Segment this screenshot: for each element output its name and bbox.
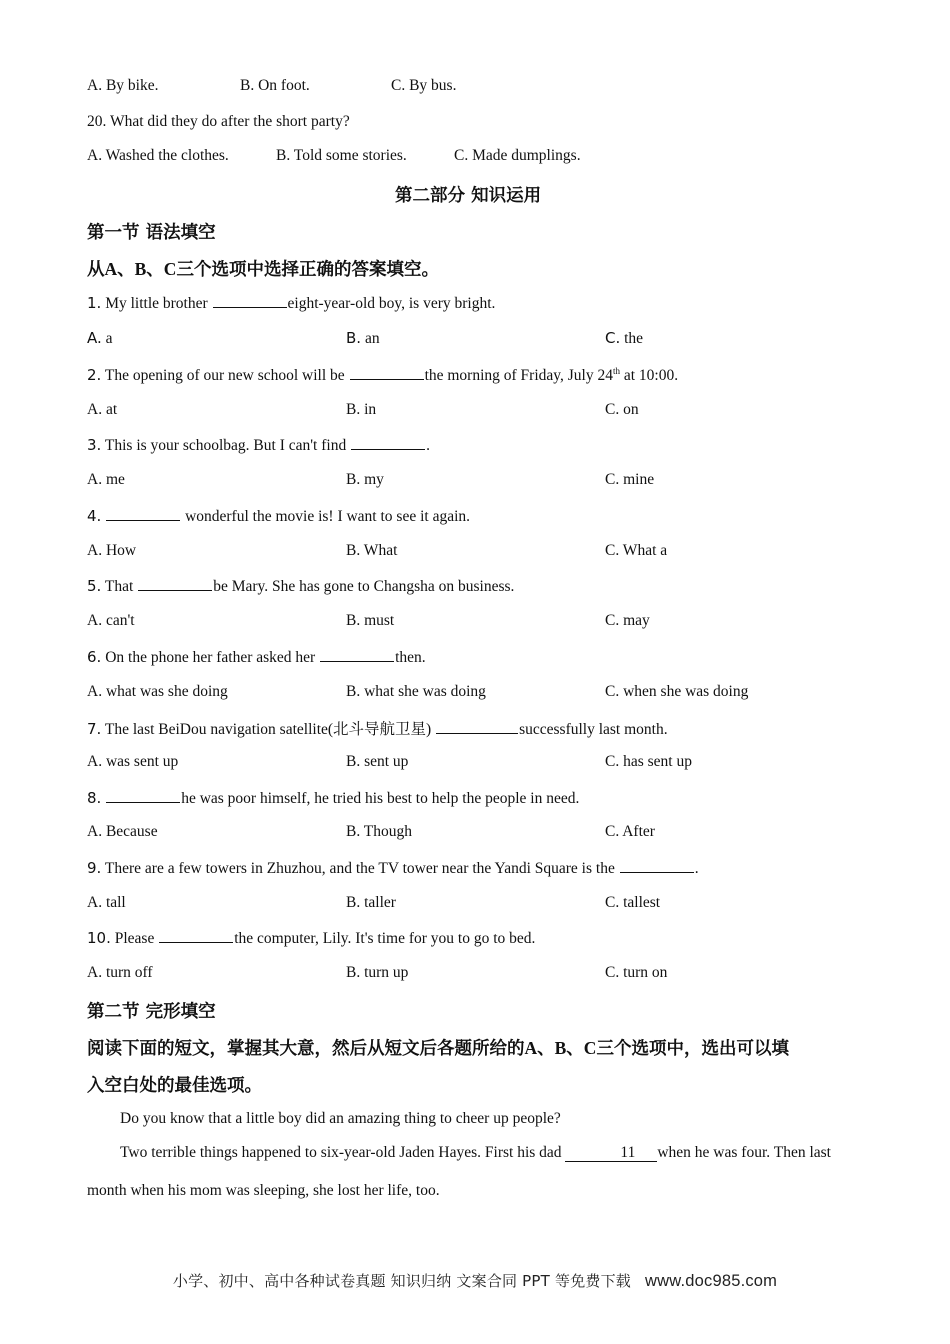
grammar-5-option-a: A. can't bbox=[87, 612, 135, 629]
passage-paragraph-1: Do you know that a little boy did an amazing thing to cheer up people? bbox=[120, 1110, 561, 1127]
grammar-8-option-a: A. Because bbox=[87, 823, 158, 840]
grammar-9-option-b: B. taller bbox=[346, 894, 396, 911]
answer-blank bbox=[159, 928, 233, 943]
q19-option-a: A. By bike. bbox=[87, 77, 159, 94]
answer-blank bbox=[106, 506, 180, 521]
grammar-8-option-c: C. After bbox=[605, 823, 655, 840]
page-footer bbox=[0, 1270, 950, 1291]
grammar-question-3: 3. This is your schoolbag. But I can't find . bbox=[87, 436, 430, 454]
grammar-9-option-c: C. tallest bbox=[605, 894, 661, 911]
answer-blank bbox=[138, 576, 212, 591]
grammar-10-option-a: A. turn off bbox=[87, 964, 153, 981]
grammar-question-6: 6. On the phone her father asked her then. bbox=[87, 648, 426, 666]
grammar-4-option-a: A. How bbox=[87, 542, 137, 559]
grammar-question-10: 10. Please the computer, Lily. It's time for you to go to bed. bbox=[87, 929, 536, 947]
section2-title: 第二节 完形填空 bbox=[87, 1002, 216, 1022]
part2-title: 第二部分 知识运用 bbox=[395, 186, 542, 206]
answer-blank bbox=[106, 788, 180, 803]
grammar-4-option-c: C. What a bbox=[605, 542, 668, 559]
answer-blank bbox=[213, 293, 287, 308]
section1-title: 第一节 语法填空 bbox=[87, 223, 216, 243]
grammar-8-option-b: B. Though bbox=[346, 823, 413, 840]
answer-blank bbox=[620, 858, 694, 873]
grammar-2-option-a: A. at bbox=[87, 401, 118, 418]
grammar-10-option-b: B. turn up bbox=[346, 964, 409, 981]
grammar-5-option-b: B. must bbox=[346, 612, 395, 629]
section2-instruction-line1: 阅读下面的短文，掌握其大意，然后从短文后各题所给的A、B、C三个选项中，选出可以填 bbox=[87, 1038, 789, 1059]
grammar-question-2: 2. The opening of our new school will be the morning of Friday, July 24th at 10:00. bbox=[87, 365, 679, 384]
q20-option-a: A. Washed the clothes. bbox=[87, 147, 229, 164]
grammar-3-option-c: C. mine bbox=[605, 471, 655, 488]
grammar-6-option-a: A. what was she doing bbox=[87, 683, 228, 700]
grammar-7-option-a: A. was sent up bbox=[87, 753, 179, 770]
grammar-question-1: 1. My little brother eight-year-old boy, is very bright. bbox=[87, 294, 496, 312]
q20-text: 20. What did they do after the short party? bbox=[87, 113, 350, 130]
grammar-3-option-b: B. my bbox=[346, 471, 384, 488]
answer-blank bbox=[350, 365, 424, 380]
grammar-1-option-c: C. the bbox=[605, 329, 644, 347]
footer-text: 小学、初中、高中各种试卷真题 知识归纳 文案合同 PPT 等免费下载 bbox=[172, 1272, 632, 1290]
passage-paragraph-2: Two terrible things happened to six-year-old Jaden Hayes. First his dad 11 when he was four. Then last month when his mom was sleeping, she lost her life, too. bbox=[87, 1144, 831, 1199]
grammar-10-option-c: C. turn on bbox=[605, 964, 668, 981]
grammar-2-option-c: C. on bbox=[605, 401, 639, 418]
answer-blank bbox=[320, 647, 394, 662]
grammar-question-8: 8. he was poor himself, he tried his best to help the people in need. bbox=[87, 789, 580, 807]
grammar-1-option-b: B. an bbox=[346, 329, 380, 347]
grammar-2-option-b: B. in bbox=[346, 401, 377, 418]
grammar-question-9: 9. There are a few towers in Zhuzhou, and the TV tower near the Yandi Square is the . bbox=[87, 859, 699, 877]
grammar-9-option-a: A. tall bbox=[87, 894, 126, 911]
grammar-3-option-a: A. me bbox=[87, 471, 125, 488]
grammar-question-4: 4. wonderful the movie is! I want to see it again. bbox=[87, 507, 471, 525]
q19-option-b: B. On foot. bbox=[240, 77, 310, 94]
answer-blank bbox=[351, 435, 425, 450]
grammar-5-option-c: C. may bbox=[605, 612, 650, 629]
grammar-7-option-c: C. has sent up bbox=[605, 753, 692, 770]
grammar-6-option-b: B. what she was doing bbox=[346, 683, 486, 700]
answer-blank bbox=[436, 719, 518, 734]
grammar-question-5: 5. That be Mary. She has gone to Changsha on business. bbox=[87, 577, 515, 595]
q19-option-c: C. By bus. bbox=[391, 77, 457, 94]
grammar-question-7: 7. The last BeiDou navigation satellite(北斗导航卫星) successfully last month. bbox=[87, 720, 668, 738]
q20-option-b: B. Told some stories. bbox=[276, 147, 407, 164]
section2-instruction-line2: 入空白处的最佳选项。 bbox=[87, 1076, 262, 1096]
grammar-4-option-b: B. What bbox=[346, 542, 398, 559]
grammar-6-option-c: C. when she was doing bbox=[605, 683, 749, 700]
section1-instruction: 从A、B、C三个选项中选择正确的答案填空。 bbox=[87, 259, 439, 280]
cloze-blank-11: 11 bbox=[565, 1145, 657, 1162]
grammar-1-option-a: A. a bbox=[87, 329, 113, 347]
grammar-7-option-b: B. sent up bbox=[346, 753, 409, 770]
footer-url[interactable]: www.doc985.com bbox=[645, 1272, 778, 1290]
q20-option-c: C. Made dumplings. bbox=[454, 147, 581, 164]
